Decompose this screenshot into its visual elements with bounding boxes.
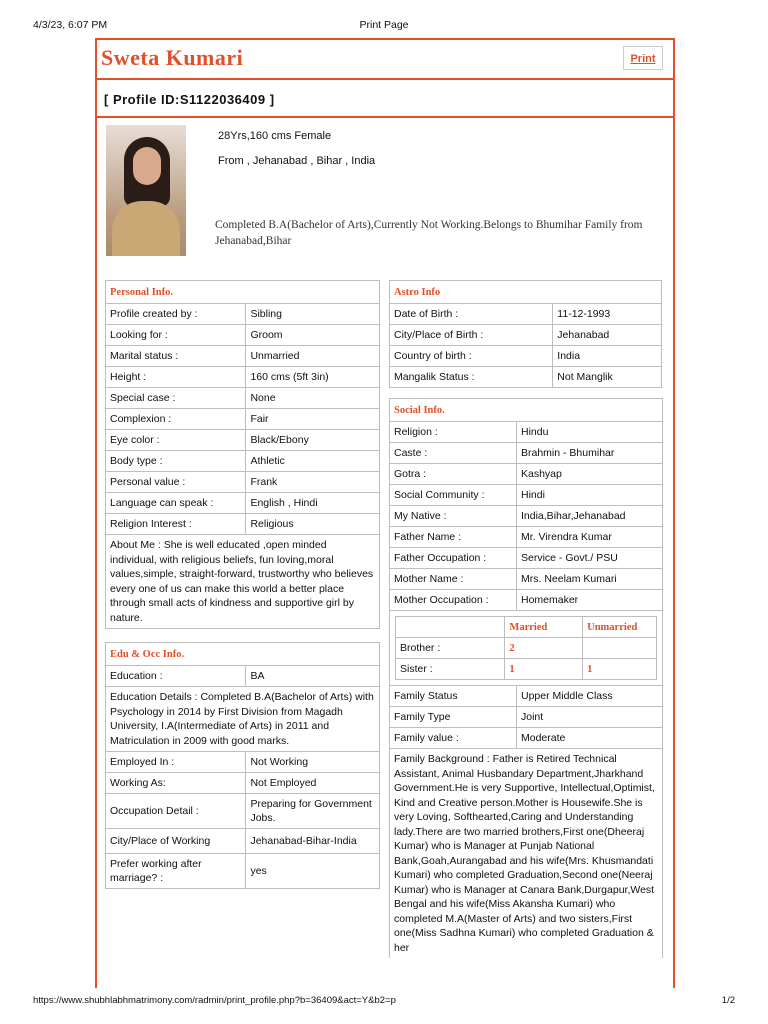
social-info-table [389, 398, 663, 958]
profile-id: [ Profile ID:S1122036409 ] [104, 92, 275, 107]
table-row: My Native : India,Bihar,Jehanabad [390, 506, 663, 527]
table-row: Mangalik Status : Not Manglik [390, 367, 662, 388]
married-col-header: Married [505, 617, 583, 638]
profile-location: From , Jehanabad , Bihar , India [218, 155, 376, 167]
table-row: Marital status : Unmarried [106, 346, 380, 367]
table-row: Mother Name : Mrs. Neelam Kumari [390, 569, 663, 590]
profile-name: Sweta Kumari [101, 45, 244, 70]
table-row: Father Name : Mr. Virendra Kumar [390, 527, 663, 548]
table-row: Employed In : Not Working [106, 752, 380, 773]
unmarried-col-header: Unmarried [583, 617, 657, 638]
siblings-table [395, 616, 657, 680]
print-url: https://www.shubhlabhmatrimony.com/radmin/print_profile.php?b=36409&act=Y&b2=p [33, 995, 396, 1006]
social-info-header: Social Info. [390, 399, 663, 422]
id-divider [97, 116, 673, 118]
edu-occ-table [105, 642, 380, 889]
table-row: Special case : None [106, 388, 380, 409]
profile-photo [106, 125, 186, 256]
table-row: Personal value : Frank [106, 472, 380, 493]
table-row: Religion : Hindu [390, 422, 663, 443]
family-background: Family Background : Father is Retired Technical Assistant, Animal Husbandary Department,Jharkhand Government.He is very Supportive, Intellectual,Optimist, Kind and Creative person.Mother is Housewife.She is very Loving, Softhearted,Caring and Understanding lady.There are two married brothers,First one(Dheeraj Kumar) who is Manager at Punjab National Bank,Goah,Aurangabad and his wife(Mrs. Khusmandati Kumari) who completed Graduation,Second one(Neeraj Kumar) who is Manager at Canara Bank,Durgapur,West Bengal and his wife(Miss Akansha Kumari) who completed M.A(Master of Arts) and two sisters,First one(Miss Sadhna Kumari) who completed Graduation & her [390, 749, 663, 959]
about-me: About Me : She is well educated ,open minded individual, with religious beliefs, fun loving,moral values,simple, straight-forward, trustworthy who believes every one of us can make this world a better place through small acts of kindness and supportive girl by nature. [106, 535, 380, 629]
personal-info-header: Personal Info. [106, 281, 380, 304]
print-header [33, 19, 735, 33]
print-footer [33, 995, 735, 1009]
profile-age-height: 28Yrs,160 cms Female [218, 130, 332, 142]
table-row: Family value : Moderate [390, 728, 663, 749]
education-details: Education Details : Completed B.A(Bachelor of Arts) with Psychology in 2014 by First Division from Magadh University, I.A(Intermediate of Arts) in 2011 and Matriculation in 2009 with good marks. [106, 687, 380, 752]
print-button[interactable]: Print [623, 46, 663, 70]
table-row: Education : BA [106, 666, 380, 687]
astro-info-header: Astro Info [390, 281, 662, 304]
siblings-cell [390, 611, 663, 686]
table-row: Profile created by : Sibling [106, 304, 380, 325]
table-row: Caste : Brahmin - Bhumihar [390, 443, 663, 464]
table-row: Father Occupation : Service - Govt./ PSU [390, 548, 663, 569]
profile-description: Completed B.A(Bachelor of Arts),Currently Not Working.Belongs to Bhumihar Family from Jehanabad,Bihar [215, 219, 643, 247]
table-row: Looking for : Groom [106, 325, 380, 346]
table-row: Religion Interest : Religious [106, 514, 380, 535]
print-datetime: 4/3/23, 6:07 PM [33, 19, 108, 31]
table-row: Date of Birth : 11-12-1993 [390, 304, 662, 325]
table-row: Mother Occupation : Homemaker [390, 590, 663, 611]
print-page-title: Print Page [359, 19, 409, 31]
edu-occ-header: Edu & Occ Info. [106, 643, 380, 666]
personal-info-table [105, 280, 380, 629]
table-row: Height : 160 cms (5ft 3in) [106, 367, 380, 388]
table-row: Family Status Upper Middle Class [390, 686, 663, 707]
table-row: Social Community : Hindi [390, 485, 663, 506]
header-divider [97, 78, 673, 80]
table-row: City/Place of Working Jehanabad-Bihar-India [106, 829, 380, 854]
table-row: Gotra : Kashyap [390, 464, 663, 485]
table-row: Working As: Not Employed [106, 773, 380, 794]
table-row: Complexion : Fair [106, 409, 380, 430]
astro-info-table [389, 280, 662, 388]
table-row: Family Type Joint [390, 707, 663, 728]
table-row: Country of birth : India [390, 346, 662, 367]
table-row: Prefer working after marriage? : yes [106, 854, 380, 889]
table-row: Brother : 2 [396, 638, 657, 659]
table-row: Sister : 1 1 [396, 659, 657, 680]
print-page-number: 1/2 [721, 995, 735, 1006]
table-row: Language can speak : English , Hindi [106, 493, 380, 514]
table-row: Occupation Detail : Preparing for Government Jobs. [106, 794, 380, 829]
table-row: Eye color : Black/Ebony [106, 430, 380, 451]
table-row: City/Place of Birth : Jehanabad [390, 325, 662, 346]
table-row: Body type : Athletic [106, 451, 380, 472]
